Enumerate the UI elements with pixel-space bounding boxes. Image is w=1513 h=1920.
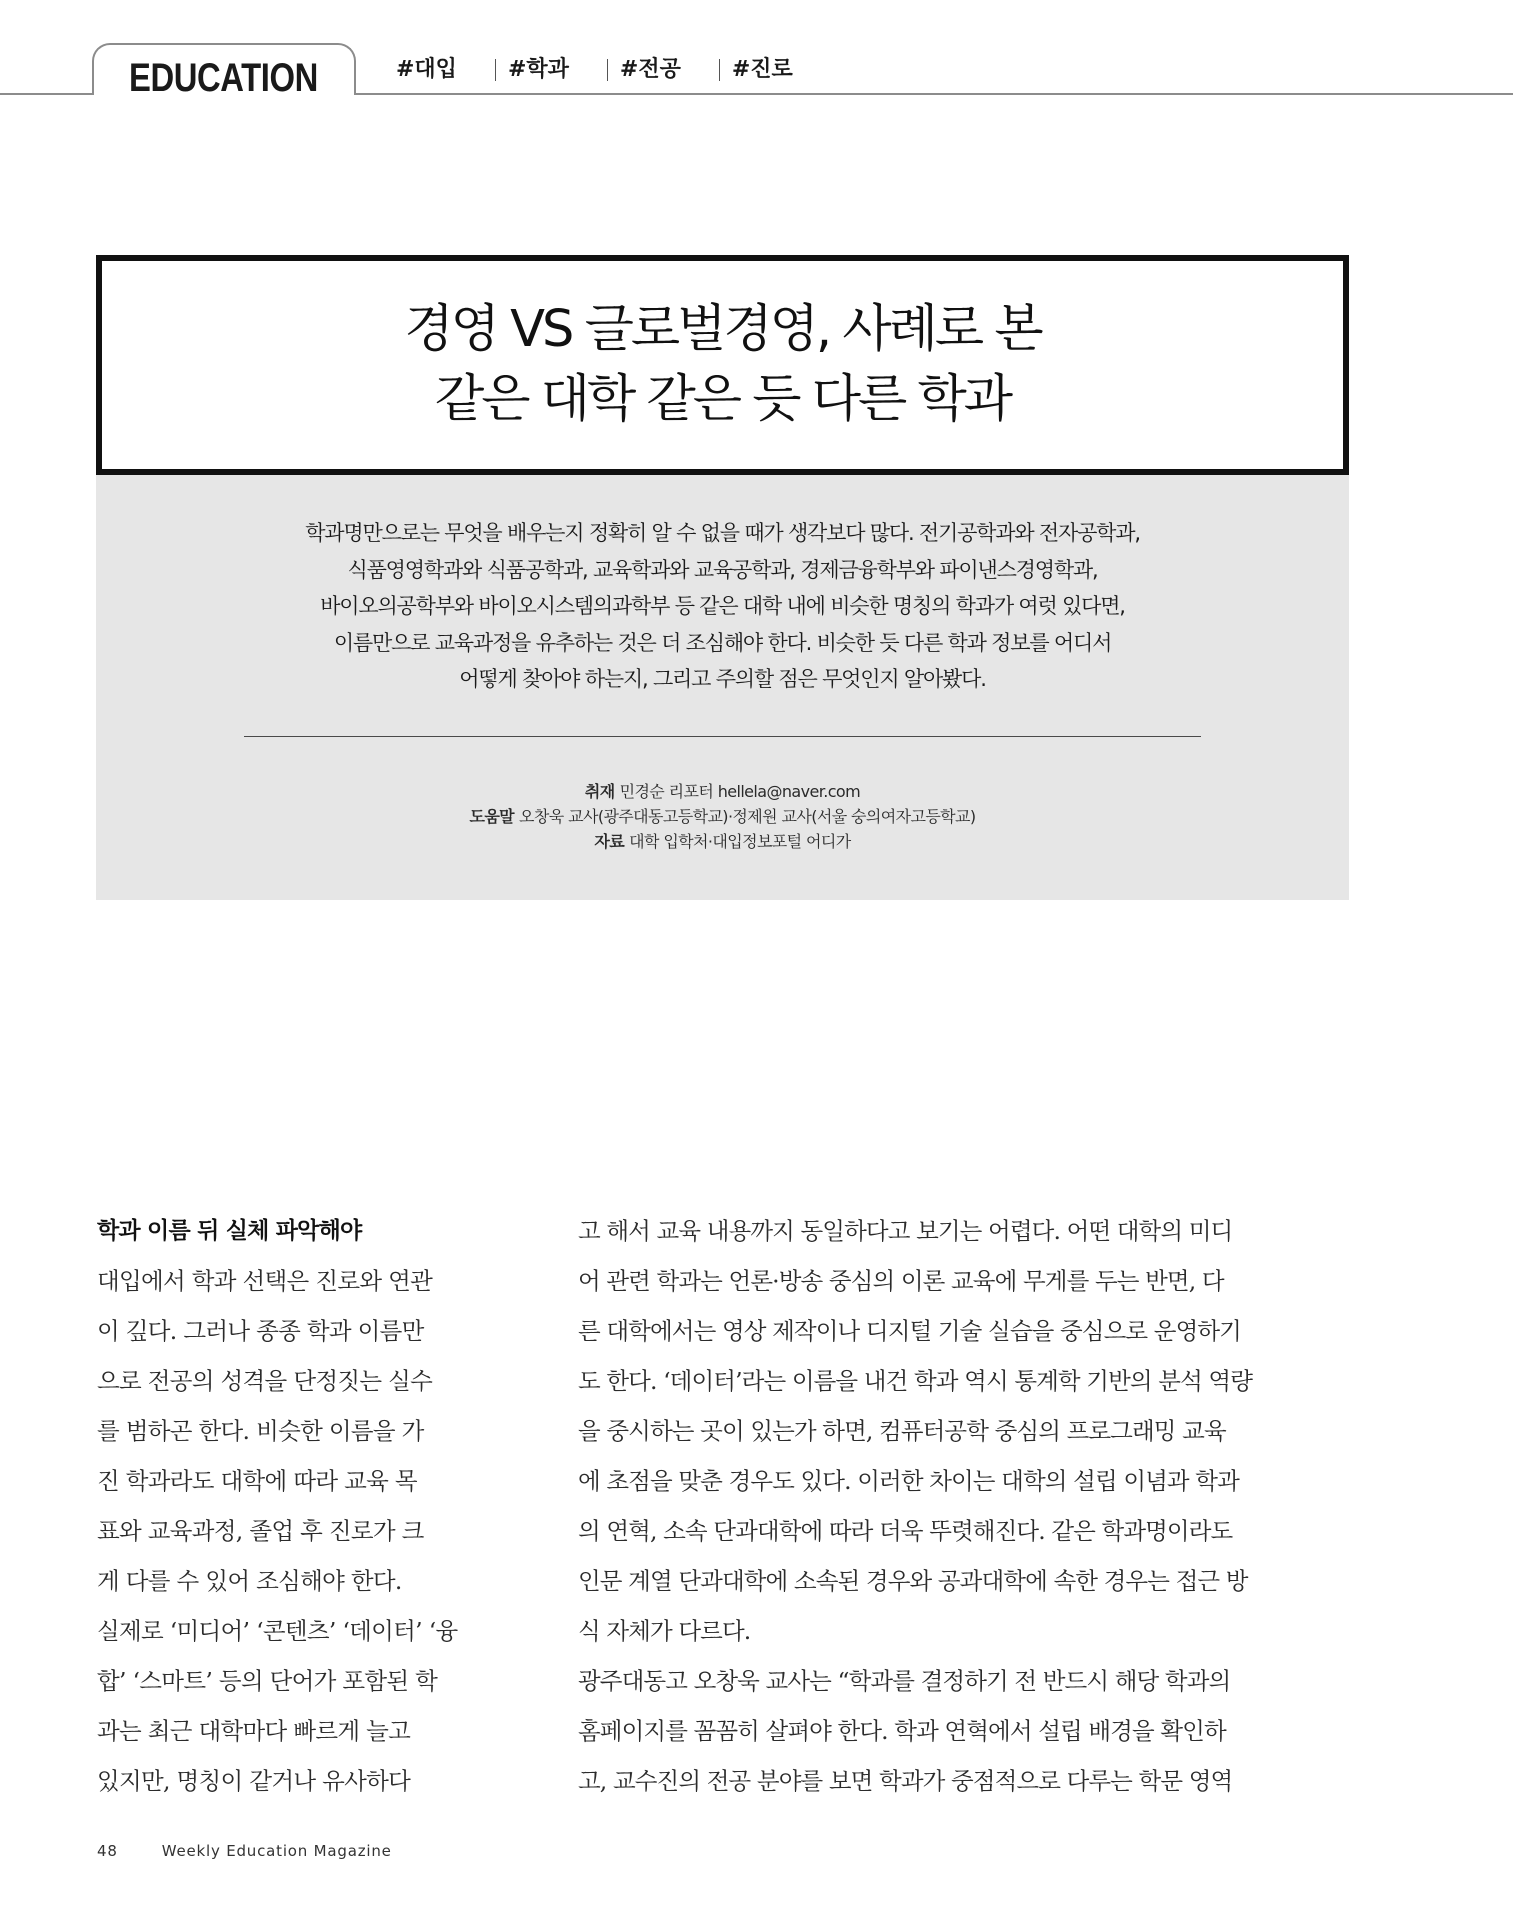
lead-line: 식품영영학과와 식품공학과, 교육학과와 교육공학과, 경제금융학부와 파이낸스경영학과, <box>347 557 1098 582</box>
credit-reporter <box>96 779 1349 804</box>
section-subheading: 학과 이름 뒤 실체 파악해야 <box>97 1218 362 1244</box>
section-label: EDUCATION <box>129 56 318 100</box>
body-line: 식 자체가 다르다. <box>578 1617 751 1645</box>
credits <box>96 779 1349 854</box>
body-line: 실제로 ‘미디어’ ‘콘텐츠’ ‘데이터’ ‘융 <box>97 1617 458 1645</box>
tag-department[interactable]: #학과 <box>507 57 569 82</box>
body-line: 도 한다. ‘데이터’라는 이름을 내건 학과 역시 통계학 기반의 분석 역량 <box>578 1367 1253 1395</box>
lead-line: 학과명만으로는 무엇을 배우는지 정확히 알 수 없을 때가 생각보다 많다. 전기공학과와 전자공학과, <box>305 521 1140 545</box>
credit-value: 민경순 리포터 hellela@naver.com <box>619 782 861 801</box>
tag-divider <box>607 59 608 81</box>
body-line: 에 초점을 맞춘 경우도 있다. 이러한 차이는 대학의 설립 이념과 학과 <box>578 1467 1239 1495</box>
credit-value: 대학 입학처·대입정보포털 어디가 <box>629 832 851 851</box>
lead-divider <box>244 736 1201 737</box>
body-line: 합’ ‘스마트’ 등의 단어가 포함된 학 <box>97 1667 438 1695</box>
body-line: 광주대동고 오창욱 교사는 “학과를 결정하기 전 반드시 해당 학과의 <box>578 1667 1231 1695</box>
article-title-line-1: 경영 VS 글로벌경영, 사례로 본 <box>404 300 1041 359</box>
page-number: 48 <box>97 1842 118 1860</box>
body-line: 을 중시하는 곳이 있는가 하면, 컴퓨터공학 중심의 프로그래밍 교육 <box>578 1417 1226 1445</box>
body-line: 홈페이지를 꼼꼼히 살펴야 한다. 학과 연혁에서 설립 배경을 확인하 <box>578 1717 1226 1745</box>
body-line: 고 해서 교육 내용까지 동일하다고 보기는 어렵다. 어떤 대학의 미디 <box>578 1217 1233 1245</box>
body-line: 어 관련 학과는 언론·방송 중심의 이론 교육에 무게를 두는 반면, 다 <box>578 1267 1224 1295</box>
body-line: 고, 교수진의 전공 분야를 보면 학과가 중점적으로 다루는 학문 영역 <box>578 1767 1233 1795</box>
body-line: 게 다를 수 있어 조심해야 한다. <box>97 1567 402 1595</box>
tag-list <box>396 54 793 86</box>
article-title-line-2: 같은 대학 같은 듯 다른 학과 <box>435 370 1010 429</box>
lead-box <box>96 475 1349 900</box>
tag-divider <box>719 59 720 81</box>
tag-career[interactable]: #진로 <box>731 57 793 82</box>
credit-source <box>96 829 1349 854</box>
body-line: 과는 최근 대학마다 빠르게 늘고 <box>97 1717 411 1745</box>
body-line: 인문 계열 단과대학에 소속된 경우와 공과대학에 속한 경우는 접근 방 <box>578 1567 1248 1595</box>
page-footer <box>97 1842 392 1860</box>
lead-paragraph <box>96 515 1349 698</box>
tag-divider <box>495 59 496 81</box>
body-line: 진 학과라도 대학에 따라 교육 목 <box>97 1467 417 1495</box>
body-line: 른 대학에서는 영상 제작이나 디지털 기술 실습을 중심으로 운영하기 <box>578 1317 1241 1345</box>
lead-line: 어떻게 찾아야 하는지, 그리고 주의할 점은 무엇인지 알아봤다. <box>459 667 986 691</box>
publication-name: Weekly Education Magazine <box>161 1842 392 1860</box>
tag-major[interactable]: #전공 <box>619 57 681 82</box>
credit-label: 취재 <box>584 782 615 801</box>
lead-line: 이름만으로 교육과정을 유추하는 것은 더 조심해야 한다. 비슷한 듯 다른 학과 정보를 어디서 <box>333 630 1112 655</box>
tag-admissions[interactable]: #대입 <box>396 57 457 82</box>
body-line: 를 범하곤 한다. 비슷한 이름을 가 <box>97 1417 424 1445</box>
credit-label: 자료 <box>594 832 625 851</box>
body-line: 의 연혁, 소속 단과대학에 따라 더욱 뚜렷해진다. 같은 학과명이라도 <box>578 1517 1233 1545</box>
body-line: 있지만, 명칭이 같거나 유사하다 <box>97 1767 411 1795</box>
body-line: 이 깊다. 그러나 종종 학과 이름만 <box>97 1317 424 1345</box>
body-line: 으로 전공의 성격을 단정짓는 실수 <box>97 1367 433 1395</box>
body-column-right <box>578 1206 1351 1806</box>
lead-line: 바이오의공학부와 바이오시스템의과학부 등 같은 대학 내에 비슷한 명칭의 학과가 여럿 있다면, <box>320 594 1125 618</box>
article-title-box <box>96 255 1349 475</box>
credit-label: 도움말 <box>469 807 515 826</box>
credit-advice <box>96 804 1349 829</box>
body-line: 대입에서 학과 선택은 진로와 연관 <box>97 1267 433 1295</box>
credit-value: 오창욱 교사(광주대동고등학교)·정제원 교사(서울 숭의여자고등학교) <box>519 807 976 826</box>
body-column-left <box>97 1206 484 1806</box>
body-line: 표와 교육과정, 졸업 후 진로가 크 <box>97 1517 424 1545</box>
